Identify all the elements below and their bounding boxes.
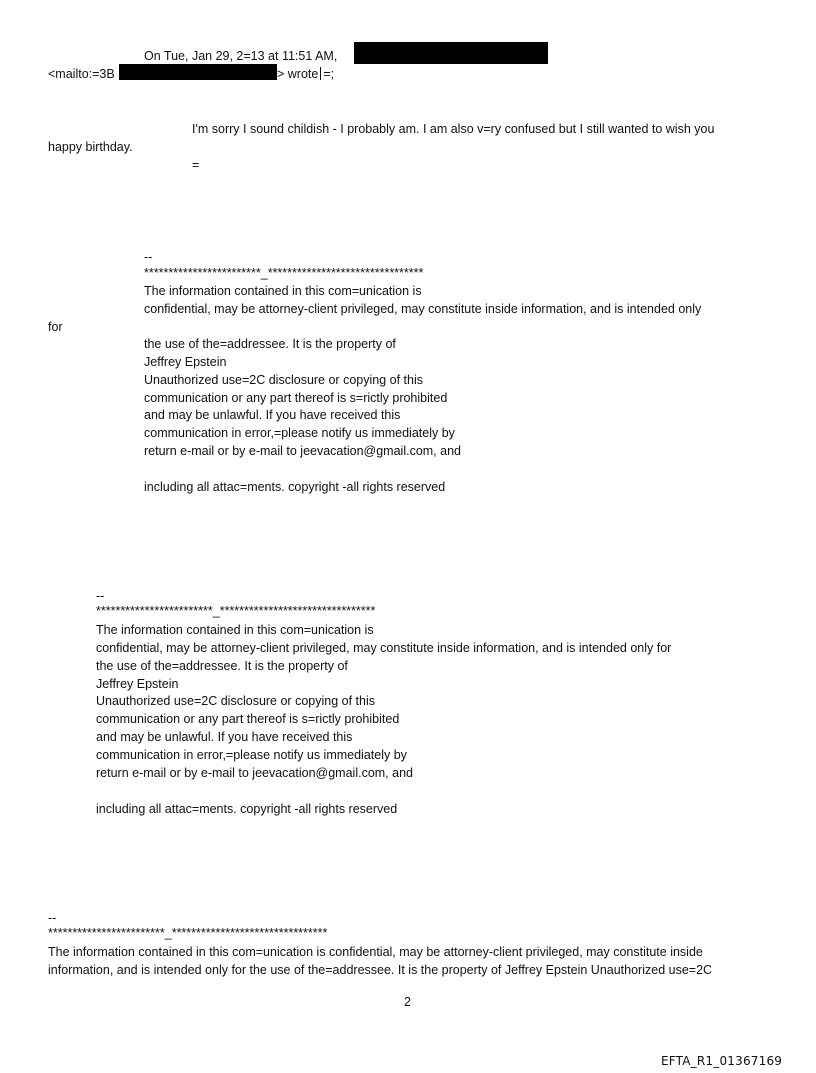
disclaimer-line: Jeffrey Epstein	[96, 677, 179, 691]
separator: --	[144, 250, 153, 264]
cursor-mark	[320, 67, 321, 80]
disclaimer-line: the use of the=addressee. It is the property of	[144, 337, 396, 351]
disclaimer-line: return e-mail or by e-mail to jeevacation@gmail.com, and	[144, 444, 461, 458]
separator: --	[96, 589, 105, 603]
reply-date-line: On Tue, Jan 29, 2=13 at 11:51 AM,	[144, 49, 338, 63]
stars-line: ************************_********************************	[144, 266, 424, 280]
disclaimer-line: Jeffrey Epstein	[144, 355, 227, 369]
disclaimer-line: return e-mail or by e-mail to jeevacation@gmail.com, and	[96, 766, 413, 780]
disclaimer-line: communication or any part thereof is s=rictly prohibited	[96, 712, 400, 726]
stars-line: ************************_********************************	[96, 604, 376, 618]
disclaimer-line: and may be unlawful. If you have received this	[96, 730, 353, 744]
disclaimer-line: for	[48, 320, 63, 334]
disclaimer-line: confidential, may be attorney-client privileged, may constitute inside information, and is intended only	[144, 302, 702, 316]
message-line-1: I'm sorry I sound childish - I probably am. I am also v=ry confused but I still wanted to wish you	[192, 122, 715, 136]
disclaimer-line: The information contained in this com=unication is	[96, 623, 374, 637]
disclaimer-line: confidential, may be attorney-client privileged, may constitute inside information, and is intended only for	[96, 641, 672, 655]
disclaimer-line: Unauthorized use=2C disclosure or copying of this	[144, 373, 423, 387]
disclaimer-line: including all attac=ments. copyright -all rights reserved	[144, 480, 446, 494]
disclaimer-line: Unauthorized use=2C disclosure or copying of this	[96, 694, 375, 708]
disclaimer-line: The information contained in this com=unication is confidential, may be attorney-client privileged, may constitute inside	[48, 945, 703, 959]
message-line-2: happy birthday.	[48, 140, 133, 154]
disclaimer-line: the use of the=addressee. It is the property of	[96, 659, 348, 673]
disclaimer-line: communication in error,=please notify us immediately by	[96, 748, 407, 762]
document-id: EFTA_R1_01367169	[661, 1054, 783, 1068]
redaction-bar	[119, 64, 277, 80]
separator: --	[48, 911, 57, 925]
redaction-bar	[354, 42, 548, 64]
message-line-3: =	[192, 158, 200, 172]
disclaimer-line: communication or any part thereof is s=rictly prohibited	[144, 391, 448, 405]
disclaimer-line: The information contained in this com=unication is	[144, 284, 422, 298]
disclaimer-line: information, and is intended only for the use of the=addressee. It is the property of Jeffrey Epstein Unauthorized use=2C	[48, 963, 713, 977]
disclaimer-line: and may be unlawful. If you have received this	[144, 408, 401, 422]
disclaimer-line: including all attac=ments. copyright -all rights reserved	[96, 802, 398, 816]
mailto-prefix: <mailto:=3B	[48, 67, 115, 81]
wrote-line: > wrote =;	[277, 67, 335, 81]
stars-line: ************************_********************************	[48, 926, 328, 940]
disclaimer-line: communication in error,=please notify us immediately by	[144, 426, 455, 440]
page-number: 2	[404, 995, 411, 1009]
